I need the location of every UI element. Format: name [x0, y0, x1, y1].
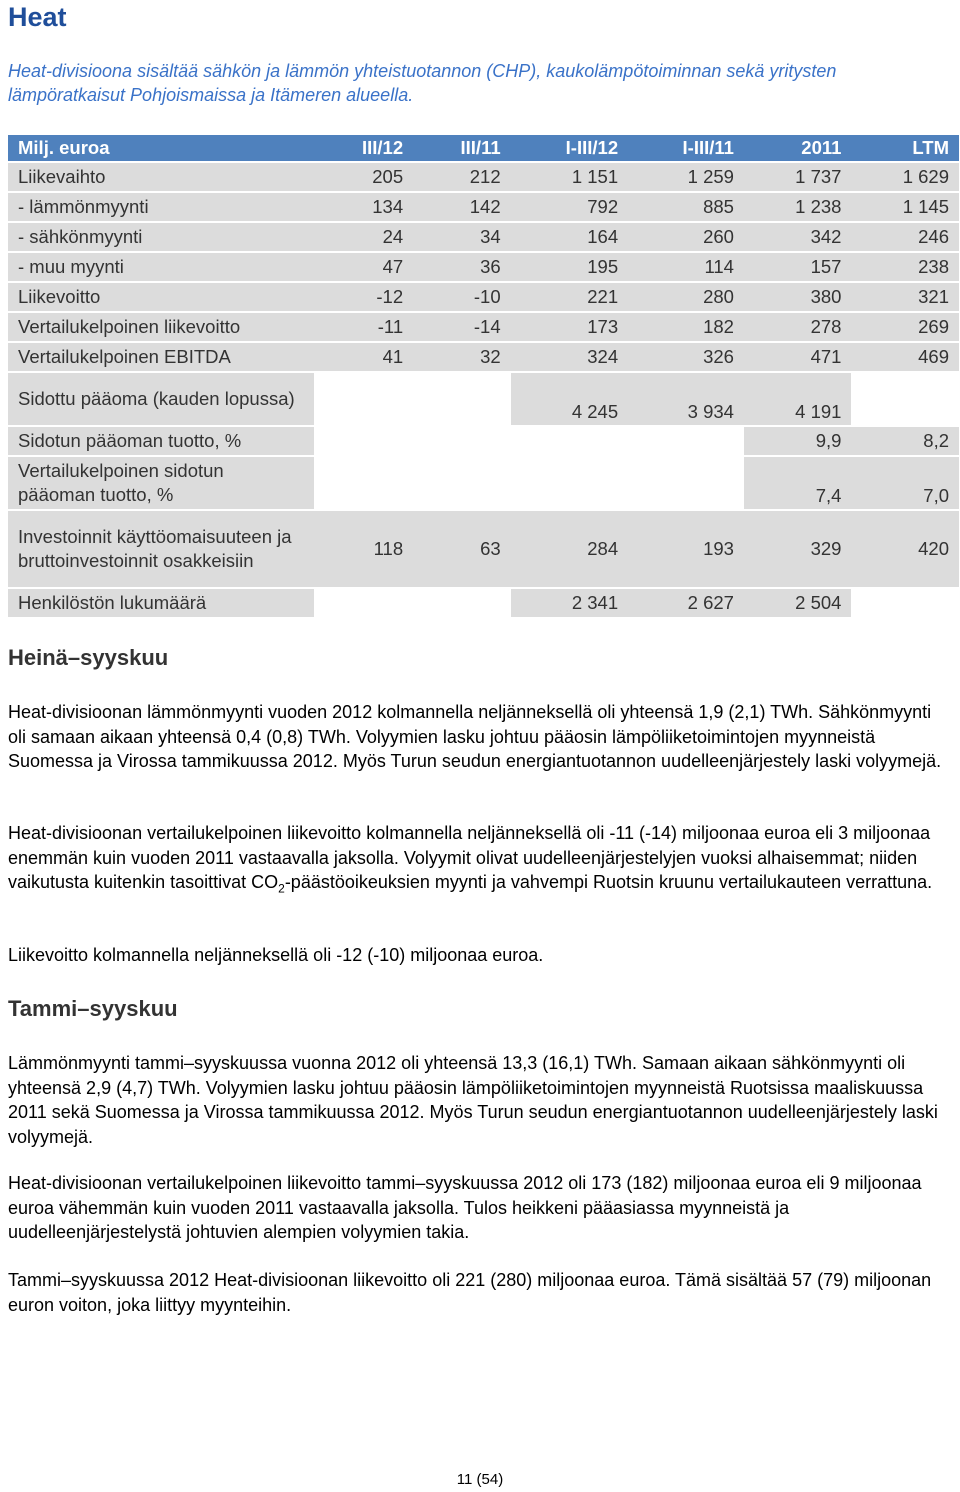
financial-table	[8, 133, 959, 619]
paragraph: Heat-divisioonan lämmönmyynti vuoden 2012 kolmannella neljänneksellä oli yhteensä 1,9 (2,1) TWh. Sähkönmyynti oli samaan aikaan yhteensä 0,4 (0,8) TWh. Volyymien lasku johtuu pääosin lämpöliiketoimintojen myynneistä Suomessa ja Virossa tammikuussa 2012. Myös Turun seudun energiantuotannon uudelleenjärjestely laski volyymejä.	[8, 702, 942, 771]
table-cell: 1 145	[851, 193, 959, 221]
table-cell: 2 627	[628, 589, 744, 617]
table-row	[8, 427, 959, 455]
table-cell: 212	[413, 163, 511, 191]
section-heading-q3: Heinä–syyskuu	[8, 645, 169, 670]
row-label: Liikevoitto	[8, 283, 314, 311]
page-title: Heat	[8, 2, 67, 32]
row-label: Investoinnit käyttöomaisuuteen ja bruttoinvestoinnit osakkeisiin	[8, 511, 314, 587]
table-header-row	[8, 135, 959, 161]
paragraph-text: -päästöoikeuksien myynti ja vahvempi Ruotsin kruunu vertailukauteen verrattuna.	[284, 872, 933, 892]
table-cell: 284	[511, 511, 628, 587]
table-row	[8, 511, 959, 587]
table-row	[8, 283, 959, 311]
row-label: - muu myynti	[8, 253, 314, 281]
table-cell	[628, 427, 744, 455]
table-cell: 36	[413, 253, 511, 281]
paragraph: Heat-divisioonan vertailukelpoinen liikevoitto tammi–syyskuussa 2012 oli 173 (182) miljoonaa euroa eli 9 miljoonaa euroa vähemmän kuin vuoden 2011 vastaavalla jaksolla. Tulos heikkeni pääasiassa myynneistä ja uudelleenjärjestelystä johtuvien alempien volyymien takia.	[8, 1173, 922, 1242]
table-cell: -10	[413, 283, 511, 311]
table-cell	[413, 457, 511, 509]
table-cell: 326	[628, 343, 744, 371]
table-cell: 321	[851, 283, 959, 311]
table-row	[8, 343, 959, 371]
column-header: III/12	[314, 135, 413, 161]
table-cell	[413, 373, 511, 425]
table-row	[8, 589, 959, 617]
table-cell: 342	[744, 223, 852, 251]
table-cell: 7,4	[744, 457, 852, 509]
table-cell	[851, 589, 959, 617]
table-cell: 269	[851, 313, 959, 341]
table-cell	[628, 457, 744, 509]
table-cell: 420	[851, 511, 959, 587]
table-cell	[314, 373, 413, 425]
table-cell	[413, 589, 511, 617]
table-cell: 3 934	[628, 373, 744, 425]
table-cell: 182	[628, 313, 744, 341]
table-row	[8, 223, 959, 251]
table-cell: 885	[628, 193, 744, 221]
paragraph: Tammi–syyskuussa 2012 Heat-divisioonan liikevoitto oli 221 (280) miljoonaa euroa. Tämä sisältää 57 (79) miljoonan euron voiton, joka liittyy myynteihin.	[8, 1270, 932, 1315]
table-row	[8, 163, 959, 191]
table-cell: 2 341	[511, 589, 628, 617]
paragraph	[8, 821, 953, 901]
table-cell: 205	[314, 163, 413, 191]
row-label: Liikevaihto	[8, 163, 314, 191]
table-cell: 1 151	[511, 163, 628, 191]
row-label: Sidottu pääoma (kauden lopussa)	[8, 373, 314, 425]
table-cell: 24	[314, 223, 413, 251]
table-cell: 118	[314, 511, 413, 587]
table-cell: 1 259	[628, 163, 744, 191]
intro-text: Heat-divisioona sisältää sähkön ja lämmön yhteistuotannon (CHP), kaukolämpötoiminnan sekä yritysten lämpöratkaisut Pohjoismaissa ja Itämeren alueella.	[8, 61, 837, 105]
table-cell: 1 629	[851, 163, 959, 191]
table-cell: 4 245	[511, 373, 628, 425]
table-cell: 8,2	[851, 427, 959, 455]
page-number: 11 (54)	[456, 1471, 504, 1488]
table-cell: 7,0	[851, 457, 959, 509]
column-header: Milj. euroa	[8, 135, 314, 161]
table-cell: 1 737	[744, 163, 852, 191]
row-label: Vertailukelpoinen liikevoitto	[8, 313, 314, 341]
table-cell: 142	[413, 193, 511, 221]
column-header: LTM	[851, 135, 959, 161]
section-heading-ytd: Tammi–syyskuu	[8, 996, 178, 1021]
paragraph-text: Heat-divisioonan vertailukelpoinen liikevoitto kolmannella neljänneksellä oli -11 (-14) miljoonaa euroa eli 3 miljoonaa enemmän kuin vuoden 2011 vastaavalla jaksolla. Volyymit olivat uudelleenjärjestelyjen vuoksi alhaisemmat; niiden vaikutusta kuitenkin tasoittivat CO	[8, 823, 931, 892]
table-cell: 9,9	[744, 427, 852, 455]
column-header: 2011	[744, 135, 852, 161]
table-cell: 164	[511, 223, 628, 251]
table-cell	[511, 457, 628, 509]
table-cell: 324	[511, 343, 628, 371]
table-cell	[314, 457, 413, 509]
table-cell: 246	[851, 223, 959, 251]
paragraph: Lämmönmyynti tammi–syyskuussa vuonna 2012 oli yhteensä 13,3 (16,1) TWh. Samaan aikaan sähkönmyynti oli yhteensä 2,9 (4,7) TWh. Volyymien lasku johtuu pääosin lämpöliiketoimintojen myynneistä Ruotsissa maaliskuussa 2011 sekä Suomessa ja Virossa tammikuussa 2012. Myös Turun seudun energiantuotannon uudelleenjärjestely laski volyymejä.	[8, 1053, 938, 1147]
table-cell: 4 191	[744, 373, 852, 425]
table-cell: 157	[744, 253, 852, 281]
table-cell: 173	[511, 313, 628, 341]
row-label: Vertailukelpoinen EBITDA	[8, 343, 314, 371]
row-label: - sähkönmyynti	[8, 223, 314, 251]
row-label: Vertailukelpoinen sidotun pääoman tuotto, %	[8, 457, 314, 509]
table-cell: 380	[744, 283, 852, 311]
table-cell: 260	[628, 223, 744, 251]
column-header: I-III/11	[628, 135, 744, 161]
table-cell: 47	[314, 253, 413, 281]
table-row	[8, 253, 959, 281]
table-cell: 134	[314, 193, 413, 221]
table-cell: 34	[413, 223, 511, 251]
table-cell: -12	[314, 283, 413, 311]
table-cell: 32	[413, 343, 511, 371]
table-cell: 238	[851, 253, 959, 281]
row-label: Henkilöstön lukumäärä	[8, 589, 314, 617]
table-cell: 469	[851, 343, 959, 371]
table-cell: 280	[628, 283, 744, 311]
table-cell	[314, 427, 413, 455]
paragraph: Liikevoitto kolmannella neljänneksellä oli -12 (-10) miljoonaa euroa.	[8, 945, 544, 965]
table-row	[8, 193, 959, 221]
table-cell: 329	[744, 511, 852, 587]
table-cell: 114	[628, 253, 744, 281]
table-cell: 41	[314, 343, 413, 371]
table-cell: 195	[511, 253, 628, 281]
table-cell: -14	[413, 313, 511, 341]
row-label: - lämmönmyynti	[8, 193, 314, 221]
row-label: Sidotun pääoman tuotto, %	[8, 427, 314, 455]
table-cell: 471	[744, 343, 852, 371]
table-cell: 792	[511, 193, 628, 221]
column-header: III/11	[413, 135, 511, 161]
column-header: I-III/12	[511, 135, 628, 161]
subscript: 2	[278, 881, 285, 896]
table-cell	[511, 427, 628, 455]
table-cell	[413, 427, 511, 455]
table-cell: 1 238	[744, 193, 852, 221]
table-cell: 193	[628, 511, 744, 587]
table-cell: 221	[511, 283, 628, 311]
table-row	[8, 313, 959, 341]
table-cell	[314, 589, 413, 617]
table-cell: -11	[314, 313, 413, 341]
table-cell: 2 504	[744, 589, 852, 617]
table-cell: 63	[413, 511, 511, 587]
table-cell: 278	[744, 313, 852, 341]
table-row	[8, 373, 959, 425]
table-row	[8, 457, 959, 509]
table-cell	[851, 373, 959, 425]
